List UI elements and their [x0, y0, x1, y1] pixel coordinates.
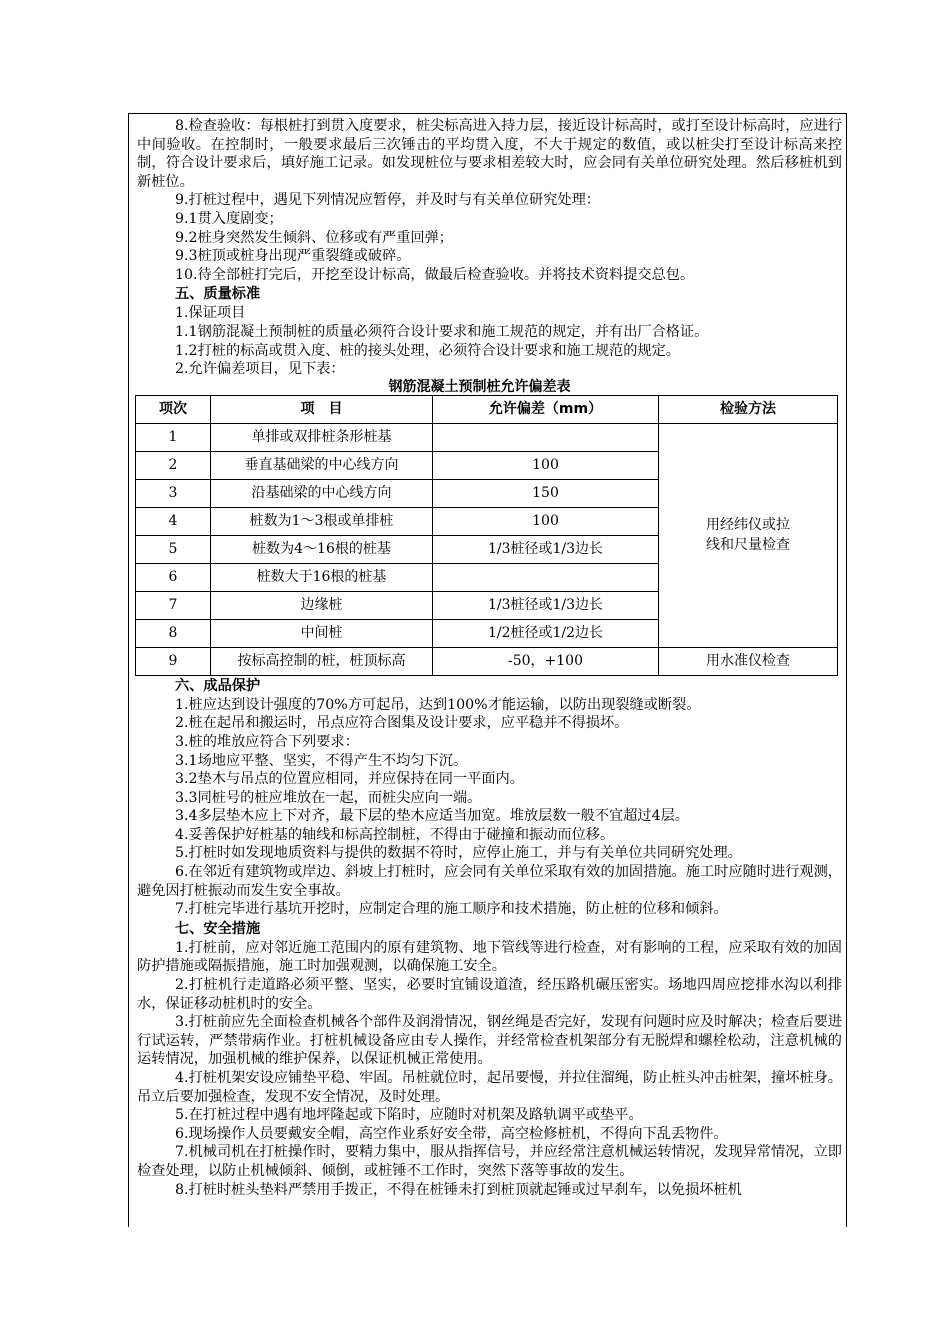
section-finished-product-protection	[137, 676, 842, 919]
paragraph: 7.打桩完毕进行基坑开挖时，应制定合理的施工顺序和技术措施，防止桩的位移和倾斜。	[175, 901, 728, 918]
cell-tolerance: 100	[433, 451, 659, 479]
cell-tolerance	[433, 423, 659, 451]
paragraph: 1.1钢筋混凝土预制桩的质量必须符合设计要求和施工规范的规定，并有出厂合格证。	[175, 323, 709, 340]
col-header-item: 项 目	[211, 395, 433, 423]
paragraph: 2.打桩机行走道路必须平整、坚实，必要时宜铺设道渣，经压路机碾压密实。场地四周应挖排水沟以利排水，保证移动桩机时的安全。	[137, 977, 842, 1012]
paragraph: 1.2打桩的标高或贯入度、桩的接头处理，必须符合设计要求和施工规范的规定。	[175, 342, 680, 359]
cell-item: 按标高控制的桩，桩顶标高	[211, 647, 433, 675]
col-header-no: 项次	[136, 395, 211, 423]
table-caption: 钢筋混凝土预制桩允许偏差表	[388, 378, 571, 395]
paragraph: 8.检查验收：每根桩打到贯入度要求，桩尖标高进入持力层，接近设计标高时，或打至设计标高时，应进行中间验收。在控制时，一般要求最后三次锤击的平均贯入度，不大于规定的数值，或以桩尖打至设计标高来控制，符合设计要求后，填好施工记录。如发现桩位与要求相差较大时，应会同有关单位研究处理。然后移桩机到新桩位。	[137, 118, 842, 190]
cell-no: 2	[136, 451, 211, 479]
paragraph: 9.打桩过程中，遇见下列情况应暂停，并及时与有关单位研究处理：	[175, 192, 600, 209]
cell-item: 单排或双排桩条形桩基	[211, 423, 433, 451]
table-row	[136, 423, 838, 451]
cell-no: 8	[136, 619, 211, 647]
paragraph: 3.打桩前应先全面检查机械各个部件及润滑情况，钢丝绳是否完好，发现有问题时应及时解决；检查后要进行试运转，严禁带病作业。打桩机械设备应由专人操作，并经常检查机架部分有无脱焊和螺栓松动，注意机械的运转情况，加强机械的维护保养，以保证机械正常使用。	[137, 1014, 842, 1068]
section-heading: 五、质量标准	[175, 286, 261, 303]
method-line: 线和尺量检查	[706, 537, 790, 554]
cell-tolerance: 1/3桩径或1/3边长	[433, 591, 659, 619]
cell-tolerance: -50，+100	[433, 647, 659, 675]
section4-tail	[137, 117, 842, 284]
cell-item: 边缘桩	[211, 591, 433, 619]
paragraph: 9.2桩身突然发生倾斜、位移或有严重回弹；	[175, 229, 453, 246]
cell-item: 桩数为4～16根的桩基	[211, 535, 433, 563]
cell-no: 5	[136, 535, 211, 563]
paragraph: 3.桩的堆放应符合下列要求：	[175, 733, 359, 750]
paragraph: 3.3同桩号的桩应堆放在一起，而桩尖应向一端。	[175, 789, 482, 806]
paragraph: 9.1贯入度剧变；	[175, 210, 283, 227]
section-heading: 七、安全措施	[175, 920, 261, 937]
cell-item: 桩数为1～3根或单排桩	[211, 507, 433, 535]
paragraph: 1.打桩前，应对邻近施工范围内的原有建筑物、地下管线等进行检查，对有影响的工程，应采取有效的加固防护措施或隔振措施，施工时加强观测，以确保施工安全。	[137, 939, 842, 975]
cell-tolerance: 100	[433, 507, 659, 535]
paragraph: 5.打桩时如发现地质资料与提供的数据不符时，应停止施工，并与有关单位共同研究处理。	[175, 845, 742, 862]
table-header-row	[136, 395, 838, 423]
cell-item: 桩数大于16根的桩基	[211, 563, 433, 591]
section-quality-standard	[137, 284, 842, 378]
paragraph: 4.打桩机架安设应铺垫平稳、牢固。吊桩就位时，起吊要慢，并拉住溜绳，防止桩头冲击桩架，撞坏桩身。吊立后要加强检查，发现不安全情况，及时处理。	[137, 1070, 842, 1105]
paragraph: 3.4多层垫木应上下对齐，最下层的垫木应适当加宽。堆放层数一般不宜超过4层。	[175, 808, 689, 825]
cell-no: 4	[136, 507, 211, 535]
paragraph: 2.桩在起吊和搬运时，吊点应符合图集及设计要求，应平稳并不得损坏。	[175, 715, 629, 732]
paragraph: 3.1场地应平整、坚实，不得产生不均匀下沉。	[175, 752, 468, 769]
paragraph: 7.机械司机在打桩操作时，要精力集中，服从指挥信号，并应经常注意机械运转情况，发现异常情况，立即检查处理，以防止机械倾斜、倾倒，或桩锤不工作时，突然下落等事故的发生。	[137, 1144, 842, 1179]
table-row	[136, 647, 838, 675]
paragraph: 1.保证项目	[175, 305, 246, 322]
section-safety-measures	[137, 919, 842, 1199]
col-header-method: 检验方法	[659, 395, 838, 423]
cell-no: 7	[136, 591, 211, 619]
paragraph: 5.在打桩过程中遇有地坪隆起或下陷时，应随时对机架及路轨调平或垫平。	[175, 1107, 643, 1124]
section-heading: 六、成品保护	[175, 677, 261, 694]
method-line: 用经纬仪或拉	[706, 517, 790, 534]
cell-no: 9	[136, 647, 211, 675]
cell-tolerance: 150	[433, 479, 659, 507]
paragraph: 2.允许偏差项目，见下表：	[175, 361, 345, 378]
paragraph: 10.待全部桩打完后，开挖至设计标高，做最后检查验收。并将技术资料提交总包。	[175, 266, 695, 283]
paragraph: 4.妥善保护好桩基的轴线和标高控制桩，不得由于碰撞和振动而位移。	[175, 826, 615, 843]
cell-method: 用水准仪检查	[659, 647, 838, 675]
tolerance-table	[135, 395, 838, 676]
cell-tolerance: 1/2桩径或1/2边长	[433, 619, 659, 647]
paragraph: 6.在邻近有建筑物或岸边、斜坡上打桩时，应会同有关单位采取有效的加固措施。施工时应随时进行观测，避免因打桩振动而发生安全事故。	[137, 864, 842, 899]
cell-no: 6	[136, 563, 211, 591]
paragraph: 9.3桩顶或桩身出现严重裂缝或破碎。	[175, 248, 411, 265]
document-body	[137, 117, 842, 1199]
cell-no: 1	[136, 423, 211, 451]
cell-method-merged	[659, 423, 838, 647]
cell-item: 中间桩	[211, 619, 433, 647]
paragraph: 6.现场操作人员要戴安全帽，高空作业系好安全带，高空检修桩机，不得向下乱丢物件。	[175, 1125, 728, 1142]
cell-item: 沿基础梁的中心线方向	[211, 479, 433, 507]
paragraph: 8.打桩时桩头垫料严禁用手拨正，不得在桩锤未打到桩顶就起锤或过早刹车，以免损坏桩机	[175, 1181, 742, 1198]
cell-tolerance	[433, 563, 659, 591]
cell-item: 垂直基础梁的中心线方向	[211, 451, 433, 479]
paragraph: 3.2垫木与吊点的位置应相同，并应保持在同一平面内。	[175, 771, 524, 788]
cell-tolerance: 1/3桩径或1/3边长	[433, 535, 659, 563]
paragraph: 1.桩应达到设计强度的70%方可起吊，达到100%才能运输，以防出现裂缝或断裂。	[175, 696, 701, 713]
col-header-tolerance: 允许偏差（mm）	[433, 395, 659, 423]
cell-no: 3	[136, 479, 211, 507]
